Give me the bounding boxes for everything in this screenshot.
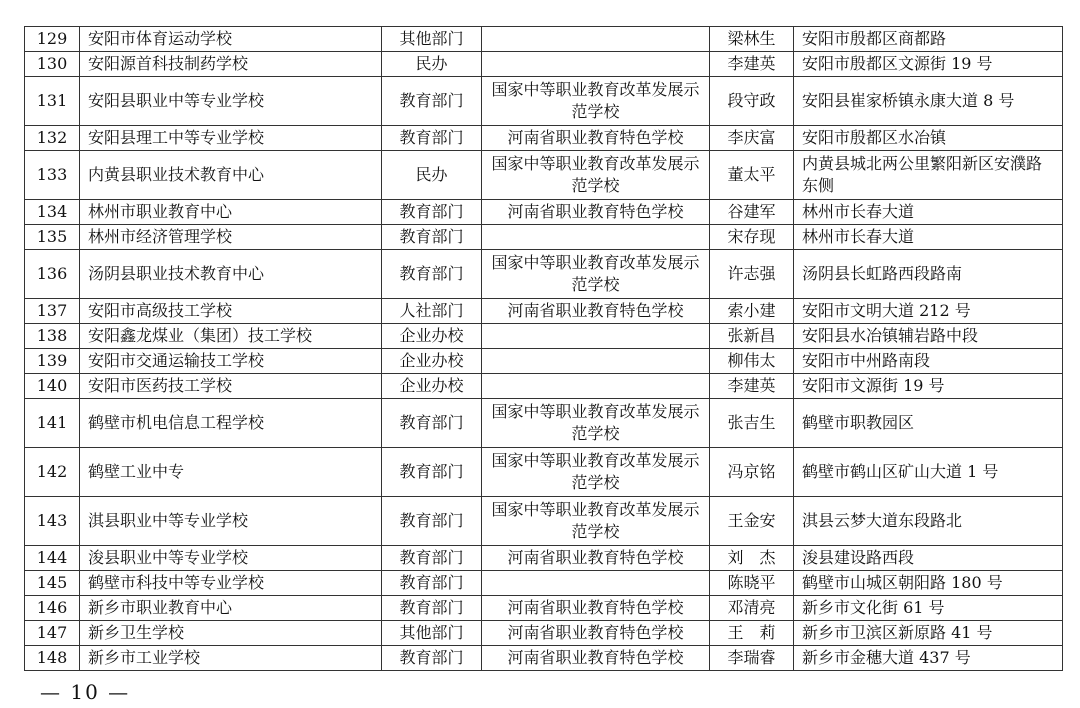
principal-name-cell: 李庆富 [710, 126, 794, 151]
school-address-cell: 内黄县城北两公里繁阳新区安濮路东侧 [794, 151, 1063, 200]
honor-title-cell: 河南省职业教育特色学校 [482, 546, 710, 571]
school-address-cell: 汤阴县长虹路西段路南 [794, 250, 1063, 299]
row-number-cell: 136 [25, 250, 80, 299]
row-number-cell: 131 [25, 77, 80, 126]
row-number-cell: 148 [25, 646, 80, 671]
school-name-cell: 林州市经济管理学校 [80, 225, 382, 250]
school-address-cell: 安阳县水冶镇辅岩路中段 [794, 324, 1063, 349]
principal-name-cell: 张新昌 [710, 324, 794, 349]
honor-title-cell: 国家中等职业教育改革发展示范学校 [482, 497, 710, 546]
department-cell: 教育部门 [382, 126, 482, 151]
department-cell: 企业办校 [382, 349, 482, 374]
table-row [25, 27, 1063, 52]
row-number-cell: 144 [25, 546, 80, 571]
school-name-cell: 鹤壁工业中专 [80, 448, 382, 497]
principal-name-cell: 董太平 [710, 151, 794, 200]
row-number-cell: 133 [25, 151, 80, 200]
school-name-cell: 安阳源首科技制药学校 [80, 52, 382, 77]
department-cell: 教育部门 [382, 571, 482, 596]
honor-title-cell: 国家中等职业教育改革发展示范学校 [482, 399, 710, 448]
honor-title-cell: 河南省职业教育特色学校 [482, 126, 710, 151]
honor-title-cell: 河南省职业教育特色学校 [482, 646, 710, 671]
principal-name-cell: 李建英 [710, 52, 794, 77]
school-name-cell: 新乡市职业教育中心 [80, 596, 382, 621]
honor-title-cell: 国家中等职业教育改革发展示范学校 [482, 250, 710, 299]
school-name-cell: 安阳市高级技工学校 [80, 299, 382, 324]
school-address-cell: 新乡市文化街 61 号 [794, 596, 1063, 621]
school-name-cell: 淇县职业中等专业学校 [80, 497, 382, 546]
principal-name-cell: 宋存现 [710, 225, 794, 250]
row-number-cell: 130 [25, 52, 80, 77]
table-row [25, 349, 1063, 374]
school-address-cell: 安阳市文明大道 212 号 [794, 299, 1063, 324]
honor-title-cell [482, 27, 710, 52]
department-cell: 企业办校 [382, 374, 482, 399]
department-cell: 企业办校 [382, 324, 482, 349]
department-cell: 教育部门 [382, 250, 482, 299]
table-row [25, 571, 1063, 596]
row-number-cell: 140 [25, 374, 80, 399]
school-address-cell: 新乡市金穗大道 437 号 [794, 646, 1063, 671]
school-name-cell: 内黄县职业技术教育中心 [80, 151, 382, 200]
principal-name-cell: 邓清亮 [710, 596, 794, 621]
principal-name-cell: 索小建 [710, 299, 794, 324]
school-address-cell: 鹤壁市鹤山区矿山大道 1 号 [794, 448, 1063, 497]
principal-name-cell: 张吉生 [710, 399, 794, 448]
department-cell: 教育部门 [382, 646, 482, 671]
school-name-cell: 鹤壁市科技中等专业学校 [80, 571, 382, 596]
principal-name-cell: 冯京铭 [710, 448, 794, 497]
school-name-cell: 安阳市医药技工学校 [80, 374, 382, 399]
school-name-cell: 安阳县职业中等专业学校 [80, 77, 382, 126]
table-row [25, 621, 1063, 646]
school-address-cell: 鹤壁市山城区朝阳路 180 号 [794, 571, 1063, 596]
school-address-cell: 安阳市中州路南段 [794, 349, 1063, 374]
department-cell: 教育部门 [382, 596, 482, 621]
principal-name-cell: 段守政 [710, 77, 794, 126]
school-address-cell: 安阳市殷都区商都路 [794, 27, 1063, 52]
row-number-cell: 141 [25, 399, 80, 448]
principal-name-cell: 刘 杰 [710, 546, 794, 571]
row-number-cell: 137 [25, 299, 80, 324]
table-row [25, 77, 1063, 126]
principal-name-cell: 许志强 [710, 250, 794, 299]
table-row [25, 324, 1063, 349]
table-row [25, 497, 1063, 546]
row-number-cell: 147 [25, 621, 80, 646]
department-cell: 教育部门 [382, 546, 482, 571]
principal-name-cell: 李瑞睿 [710, 646, 794, 671]
school-address-cell: 林州市长春大道 [794, 225, 1063, 250]
table-row [25, 546, 1063, 571]
honor-title-cell: 国家中等职业教育改革发展示范学校 [482, 448, 710, 497]
honor-title-cell: 河南省职业教育特色学校 [482, 299, 710, 324]
school-address-cell: 林州市长春大道 [794, 200, 1063, 225]
principal-name-cell: 李建英 [710, 374, 794, 399]
principal-name-cell: 王 莉 [710, 621, 794, 646]
school-name-cell: 林州市职业教育中心 [80, 200, 382, 225]
row-number-cell: 143 [25, 497, 80, 546]
department-cell: 教育部门 [382, 448, 482, 497]
table-row [25, 399, 1063, 448]
department-cell: 教育部门 [382, 497, 482, 546]
row-number-cell: 138 [25, 324, 80, 349]
school-address-cell: 安阳市文源街 19 号 [794, 374, 1063, 399]
department-cell: 民办 [382, 52, 482, 77]
principal-name-cell: 陈晓平 [710, 571, 794, 596]
school-name-cell: 安阳市体育运动学校 [80, 27, 382, 52]
honor-title-cell [482, 324, 710, 349]
honor-title-cell [482, 349, 710, 374]
table-row [25, 126, 1063, 151]
department-cell: 其他部门 [382, 621, 482, 646]
honor-title-cell [482, 374, 710, 399]
school-name-cell: 鹤壁市机电信息工程学校 [80, 399, 382, 448]
table-row [25, 646, 1063, 671]
school-address-cell: 安阳市殷都区文源街 19 号 [794, 52, 1063, 77]
row-number-cell: 132 [25, 126, 80, 151]
school-name-cell: 安阳县理工中等专业学校 [80, 126, 382, 151]
principal-name-cell: 谷建军 [710, 200, 794, 225]
honor-title-cell: 河南省职业教育特色学校 [482, 200, 710, 225]
department-cell: 其他部门 [382, 27, 482, 52]
honor-title-cell: 河南省职业教育特色学校 [482, 596, 710, 621]
table-row [25, 448, 1063, 497]
school-name-cell: 新乡市工业学校 [80, 646, 382, 671]
department-cell: 人社部门 [382, 299, 482, 324]
department-cell: 教育部门 [382, 77, 482, 126]
page-number: — 10 — [40, 680, 131, 704]
school-address-cell: 安阳市殷都区水冶镇 [794, 126, 1063, 151]
table-row [25, 200, 1063, 225]
principal-name-cell: 王金安 [710, 497, 794, 546]
row-number-cell: 135 [25, 225, 80, 250]
table-row [25, 52, 1063, 77]
table-row [25, 151, 1063, 200]
school-address-cell: 浚县建设路西段 [794, 546, 1063, 571]
department-cell: 教育部门 [382, 200, 482, 225]
row-number-cell: 142 [25, 448, 80, 497]
school-name-cell: 浚县职业中等专业学校 [80, 546, 382, 571]
school-name-cell: 安阳市交通运输技工学校 [80, 349, 382, 374]
honor-title-cell: 国家中等职业教育改革发展示范学校 [482, 151, 710, 200]
school-list-table [24, 26, 1063, 671]
honor-title-cell [482, 52, 710, 77]
row-number-cell: 139 [25, 349, 80, 374]
row-number-cell: 129 [25, 27, 80, 52]
principal-name-cell: 柳伟太 [710, 349, 794, 374]
row-number-cell: 145 [25, 571, 80, 596]
school-address-cell: 安阳县崔家桥镇永康大道 8 号 [794, 77, 1063, 126]
table-row [25, 374, 1063, 399]
table-row [25, 299, 1063, 324]
honor-title-cell [482, 225, 710, 250]
row-number-cell: 134 [25, 200, 80, 225]
department-cell: 教育部门 [382, 399, 482, 448]
department-cell: 教育部门 [382, 225, 482, 250]
honor-title-cell: 河南省职业教育特色学校 [482, 621, 710, 646]
school-address-cell: 新乡市卫滨区新原路 41 号 [794, 621, 1063, 646]
department-cell: 民办 [382, 151, 482, 200]
school-name-cell: 汤阴县职业技术教育中心 [80, 250, 382, 299]
school-name-cell: 安阳鑫龙煤业（集团）技工学校 [80, 324, 382, 349]
table-body [25, 27, 1063, 671]
table-row [25, 225, 1063, 250]
school-address-cell: 鹤壁市职教园区 [794, 399, 1063, 448]
table-row [25, 250, 1063, 299]
school-name-cell: 新乡卫生学校 [80, 621, 382, 646]
honor-title-cell: 国家中等职业教育改革发展示范学校 [482, 77, 710, 126]
school-address-cell: 淇县云梦大道东段路北 [794, 497, 1063, 546]
row-number-cell: 146 [25, 596, 80, 621]
table-row [25, 596, 1063, 621]
honor-title-cell [482, 571, 710, 596]
principal-name-cell: 梁林生 [710, 27, 794, 52]
